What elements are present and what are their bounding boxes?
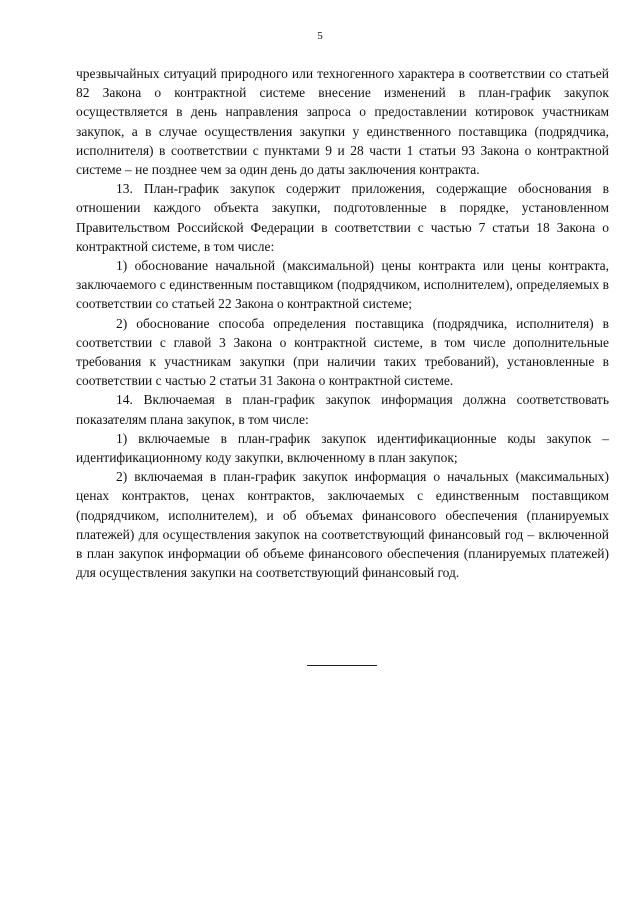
paragraph-13-item-2: 2) обоснование способа определения поставщика (подрядчика, исполнителя) в соответствии с главой 3 Закона о контрактной системе, в том числе дополнительные требования к участникам закупки (при наличии таких требований), установленные в соответствии с частью 2 статьи 31 Закона о контрактной системе.: [76, 315, 609, 389]
paragraph-13: 13. План-график закупок содержит приложения, содержащие обоснования в отношении каждого объекта закупки, подготовленные в порядке, установленном Правительством Российской Федерации в соответствии с частью 7 статьи 18 Закона о контрактной системе, в том числе:: [76, 181, 609, 254]
paragraph-14: 14. Включаемая в план-график закупок информация должна соответствовать показателям плана закупок, в том числе:: [76, 392, 609, 427]
paragraph-14-item-2: 2) включаемая в план-график закупок информация о начальных (максимальных) ценах контрактов, ценах контрактов, заключаемых с единственным поставщиком (подрядчиком, исполнителем), и об объемах финансового обеспечения (планируемых платежей) для осуществления закупок на соответствующий финансовый год – включенной в план закупок информации об объеме финансового обеспечения (планируемых платежей) для осуществления закупки на соответствующий финансовый год.: [76, 469, 609, 581]
end-divider-line: [307, 665, 377, 666]
paragraph-14-item-1: 1) включаемые в план-график закупок идентификационные коды закупок – идентификационному коду закупки, включенному в план закупок;: [76, 430, 609, 466]
page-number: 5: [317, 30, 323, 42]
paragraph-continuation: чрезвычайных ситуаций природного или техногенного характера в соответствии со статьей 82 Закона о контрактной системе внесение изменений в план-график закупок осуществляется в день направления запроса о предоставлении котировок участникам закупок, а в случае осуществления закупки у единственного поставщика (подрядчика, исполнителя) в соответствии с пунктами 9 и 28 части 1 статьи 93 Закона о контрактной системе – не позднее чем за один день до даты заключения контракта.: [76, 66, 609, 178]
paragraph-13-item-1: 1) обоснование начальной (максимальной) цены контракта или цены контракта, заключаемого с единственным поставщиком (подрядчиком, исполнителем), определяемых в соответствии со статьей 22 Закона о контрактной системе;: [76, 258, 609, 312]
document-body: [76, 64, 609, 582]
